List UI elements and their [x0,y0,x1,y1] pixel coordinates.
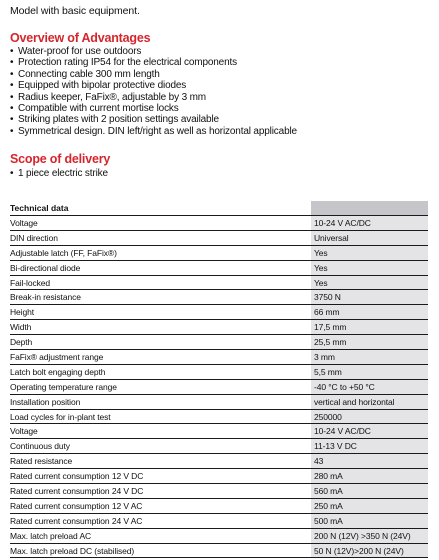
list-item: • Equipped with bipolar protective diodes [10,80,187,92]
table-row: Operating temperature range -40 °C to +50 °C [10,380,428,395]
table-row: Max. latch preload DC (stabilised) 50 N (12V)>200 N (24V) [10,544,428,559]
table-row: Voltage 10-24 V AC/DC [10,424,428,439]
table-row: Width 17,5 mm [10,320,428,335]
table-row: Rated current consumption 24 V AC 500 mA [10,514,428,529]
list-item: • Connecting cable 300 mm length [10,68,160,80]
list-item: • Protection rating IP54 for the electrical components [10,57,237,69]
table-row: Continuous duty 11-13 V DC [10,439,428,454]
table-row: Rated current consumption 24 V DC 560 mA [10,484,428,499]
advantages-list [10,46,297,137]
table-row: Installation position vertical and horizontal [10,395,428,410]
list-item: • 1 piece electric strike [10,168,108,179]
technical-data-table [10,201,428,558]
table-row: Rated current consumption 12 V DC 280 mA [10,469,428,484]
scope-heading: Scope of delivery [10,152,111,166]
table-row: Bi-directional diode Yes [10,261,428,276]
table-row: Fail-locked Yes [10,276,428,291]
list-item: • Compatible with current mortise locks [10,103,179,115]
table-row: Max. latch preload AC 200 N (12V) >350 N (24V) [10,529,428,544]
header-value-cell [311,201,428,215]
table-row: Rated current consumption 12 V AC 250 mA [10,499,428,514]
list-item: • Radius keeper, FaFix®, adjustable by 3 mm [10,91,206,103]
technical-data-title: Technical data [10,203,69,213]
list-item: • Striking plates with 2 position settings available [10,114,219,126]
technical-data-header [10,201,428,216]
table-row: Adjustable latch (FF, FaFix®) Yes [10,246,428,261]
advantages-heading: Overview of Advantages [10,31,151,45]
table-row: Load cycles for in-plant test 250000 [10,410,428,425]
table-row: Break-in resistance 3750 N [10,290,428,305]
table-row: FaFix® adjustment range 3 mm [10,350,428,365]
table-row: Voltage 10-24 V AC/DC [10,216,428,231]
table-row: Depth 25,5 mm [10,335,428,350]
table-row: DIN direction Universal [10,231,428,246]
table-row: Latch bolt engaging depth 5,5 mm [10,365,428,380]
list-item: • Water-proof for use outdoors [10,46,142,57]
table-row: Height 66 mm [10,305,428,320]
intro-text: Model with basic equipment. [10,5,140,17]
scope-list [10,168,108,179]
list-item: • Symmetrical design. DIN left/right as well as horizontal applicable [10,125,297,137]
table-row: Rated resistance 43 [10,454,428,469]
